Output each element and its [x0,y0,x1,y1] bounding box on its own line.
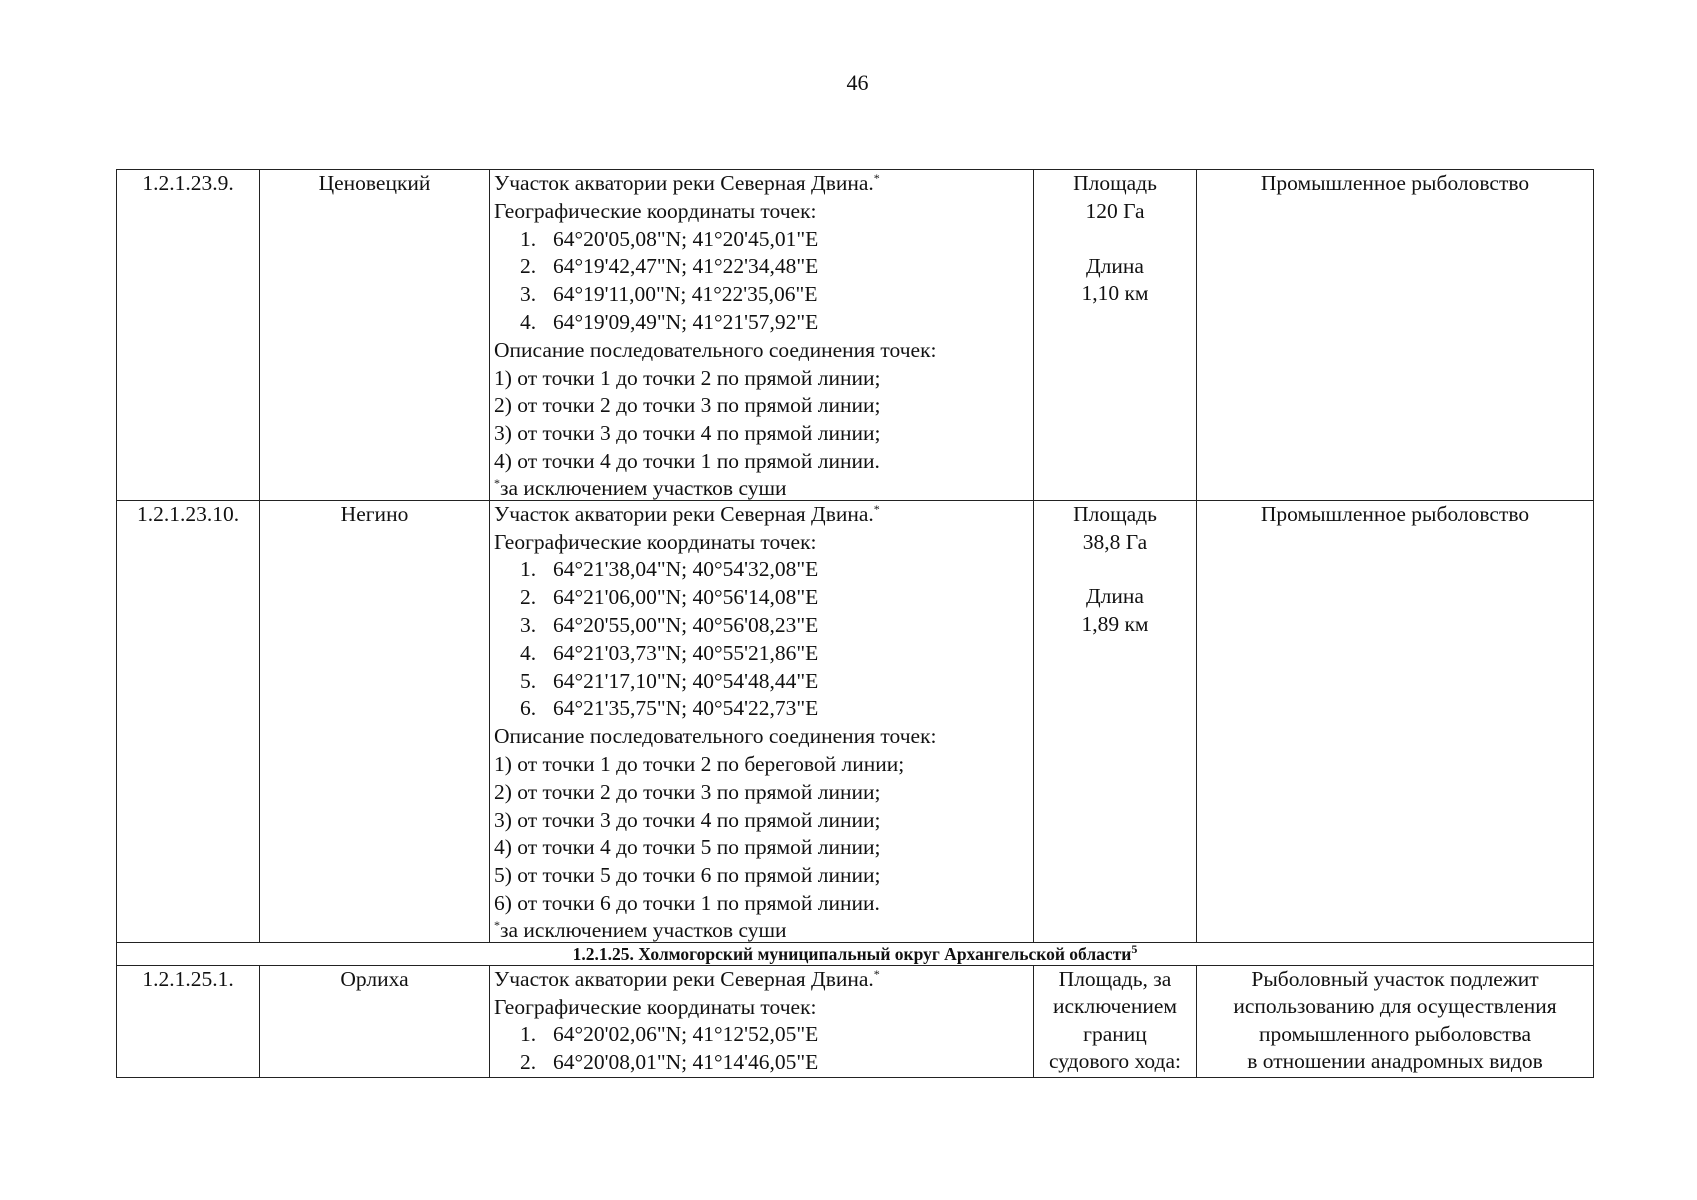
area-length-cell [1034,170,1197,501]
footnote: *за исключением участков суши [494,475,787,500]
usage-text-line: использованию для осуществления [1233,994,1557,1019]
coordinate-item: 4. 64°21'03,73"N; 40°55'21,86"E [520,640,819,665]
page-number: 46 [846,70,869,95]
coordinate-item: 5. 64°21'17,10"N; 40°54'48,44"E [520,668,819,693]
footnote: *за исключением участков суши [494,917,787,942]
connection-item: 3) от точки 3 до точки 4 по прямой линии; [494,807,881,832]
coordinate-item: 1. 64°20'05,08"N; 41°20'45,01"E [520,226,819,251]
length-label: Длина [1086,253,1144,278]
connection-item: 6) от точки 6 до точки 1 по прямой линии. [494,890,880,915]
coordinate-item: 2. 64°21'06,00"N; 40°56'14,08"E [520,585,819,610]
connection-title: Описание последовательного соединения точек: [494,337,937,362]
site-name: Ценовецкий [260,170,490,501]
usage-text-line: в отношении анадромных видов [1247,1049,1543,1074]
site-description [490,965,1034,1077]
area-title: Участок акватории реки Северная Двина.* [494,966,880,991]
site-name: Орлиха [260,965,490,1077]
connection-item: 2) от точки 2 до точки 3 по прямой линии; [494,779,881,804]
area-title: Участок акватории реки Северная Двина.* [494,170,880,195]
area-value: 38,8 Га [1082,529,1148,554]
connection-item: 3) от точки 3 до точки 4 по прямой линии; [494,421,881,446]
area-label: Площадь [1073,501,1157,526]
area-text-line: границ [1083,1021,1147,1046]
site-description [490,170,1034,501]
coordinate-item: 3. 64°20'55,00"N; 40°56'08,23"E [520,612,819,637]
coordinate-item: 3. 64°19'11,00"N; 41°22'35,06"E [520,282,818,307]
usage-type: Промышленное рыболовство [1197,170,1594,501]
site-number: 1.2.1.23.10. [117,500,260,942]
coordinate-item: 4. 64°19'09,49"N; 41°21'57,92"E [520,309,819,334]
connection-item: 5) от точки 5 до точки 6 по прямой линии; [494,863,881,888]
connection-title: Описание последовательного соединения точек: [494,724,937,749]
area-label: Площадь [1073,171,1157,195]
length-value: 1,10 км [1081,281,1149,306]
table-row [117,500,1594,942]
area-text-line: Площадь, за [1058,966,1172,991]
connection-item: 4) от точки 4 до точки 5 по прямой линии; [494,835,881,860]
coordinate-item: 6. 64°21'35,75"N; 40°54'22,73"E [520,696,819,721]
usage-cell [1197,965,1594,1077]
usage-text-line: Рыболовный участок подлежит [1251,966,1539,991]
usage-type: Промышленное рыболовство [1197,500,1594,942]
fishing-sites-table [116,169,1594,1078]
site-description [490,500,1034,942]
section-title: 1.2.1.25. Холмогорский муниципальный округ Архангельской области$^5$ [117,942,1594,965]
area-cell [1034,965,1197,1077]
coordinate-item: 2. 64°20'08,01"N; 41°14'46,05"E [520,1050,819,1075]
connection-item: 1) от точки 1 до точки 2 по береговой линии; [494,751,905,776]
length-value: 1,89 км [1081,612,1149,637]
table-row [117,965,1594,1077]
area-length-cell [1034,500,1197,942]
area-text-line: судового хода: [1048,1049,1182,1074]
area-text-line: исключением [1053,994,1177,1019]
area-value: 120 Га [1085,198,1145,223]
usage-text-line: промышленного рыболовства [1258,1021,1532,1046]
site-number: 1.2.1.25.1. [117,965,260,1077]
coordinate-item: 1. 64°20'02,06"N; 41°12'52,05"E [520,1022,819,1047]
connection-item: 1) от точки 1 до точки 2 по прямой линии; [494,365,881,390]
coords-title: Географические координаты точек: [494,529,817,554]
site-name: Негино [260,500,490,942]
section-header-row [117,942,1594,965]
area-title: Участок акватории реки Северная Двина.* [494,501,880,526]
site-number: 1.2.1.23.9. [117,170,260,501]
coordinate-item: 2. 64°19'42,47"N; 41°22'34,48"E [520,254,819,279]
connection-item: 4) от точки 4 до точки 1 по прямой линии. [494,448,880,473]
connection-item: 2) от точки 2 до точки 3 по прямой линии; [494,393,881,418]
length-label: Длина [1086,584,1144,609]
coords-title: Географические координаты точек: [494,198,817,223]
coords-title: Географические координаты точек: [494,994,817,1019]
table-row [117,170,1594,501]
coordinate-item: 1. 64°21'38,04"N; 40°54'32,08"E [520,557,819,582]
